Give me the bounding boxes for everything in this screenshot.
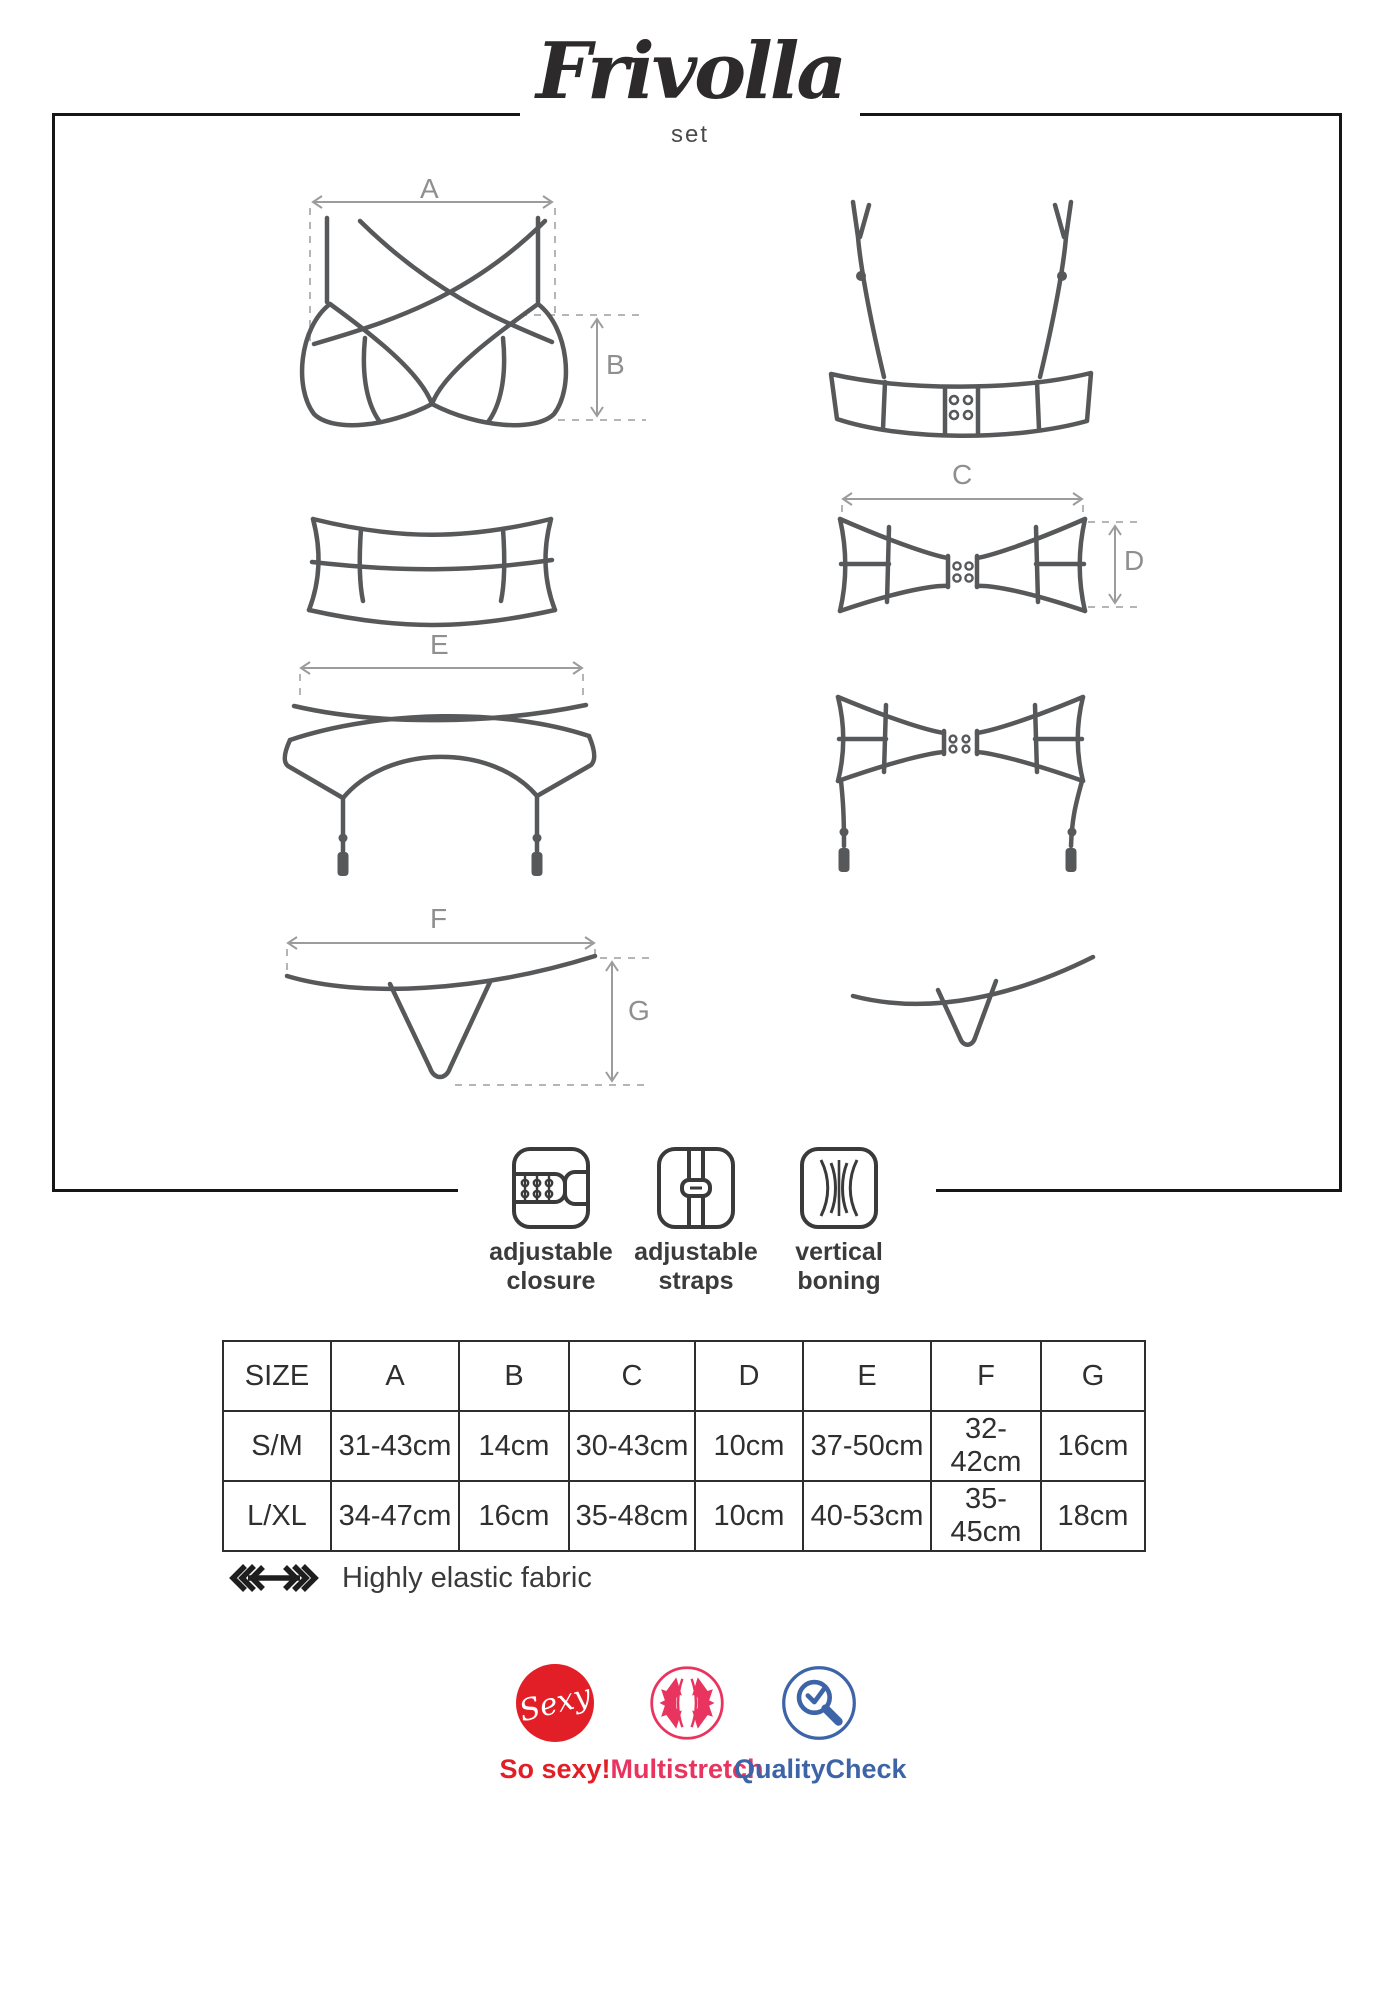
- dim-label-d: D: [1124, 545, 1145, 576]
- size-value-cell: 37-50cm: [803, 1411, 931, 1481]
- size-value-cell: 35-48cm: [569, 1481, 695, 1551]
- col-header-g: G: [1041, 1341, 1145, 1411]
- table-header-row: [223, 1341, 1145, 1411]
- sexy-badge-icon: [516, 1664, 594, 1742]
- stretch-arrows-icon: [224, 1560, 324, 1596]
- badge-caption: QualityCheck: [734, 1754, 907, 1784]
- dim-label-c: C: [952, 459, 973, 490]
- size-value-cell: 10cm: [695, 1411, 803, 1481]
- diagram-frame: [52, 113, 1342, 1192]
- size-value-cell: 31-43cm: [331, 1411, 459, 1481]
- dim-label-a: A: [420, 173, 439, 204]
- brand-subtitle: set: [670, 121, 709, 148]
- col-header-d: D: [695, 1341, 803, 1411]
- adjustable-closure-icon: [511, 1146, 591, 1230]
- dim-label-g: G: [628, 995, 650, 1026]
- badge-caption: Multistretch: [610, 1754, 764, 1784]
- size-value-cell: 10cm: [695, 1481, 803, 1551]
- sexy-circle-text: Sexy: [515, 1677, 595, 1729]
- size-value-cell: 16cm: [1041, 1411, 1145, 1481]
- fabric-note-text: Highly elastic fabric: [342, 1561, 592, 1594]
- feature-adjustable-straps: [626, 1146, 766, 1296]
- badge-qualitycheck: [734, 1664, 907, 1785]
- col-header-size: SIZE: [223, 1341, 331, 1411]
- feature-label: adjustable closure: [489, 1238, 613, 1295]
- multistretch-icon: [648, 1664, 726, 1742]
- size-value-cell: 34-47cm: [331, 1481, 459, 1551]
- dim-label-f: F: [430, 903, 448, 934]
- size-value-cell: 14cm: [459, 1411, 569, 1481]
- feature-label: adjustable straps: [634, 1238, 758, 1295]
- size-value-cell: 35-45cm: [931, 1481, 1041, 1551]
- feature-adjustable-closure: [481, 1146, 621, 1296]
- size-table: [222, 1340, 1146, 1552]
- dim-label-b: B: [606, 349, 625, 380]
- size-name-cell: L/XL: [223, 1481, 331, 1551]
- dim-label-e: E: [430, 629, 449, 660]
- fabric-note: [224, 1560, 592, 1596]
- size-value-cell: 18cm: [1041, 1481, 1145, 1551]
- brand-logo: [520, 24, 860, 176]
- col-header-e: E: [803, 1341, 931, 1411]
- badge-caption: So sexy!: [499, 1754, 611, 1784]
- adjustable-straps-icon: [656, 1146, 736, 1230]
- col-header-b: B: [459, 1341, 569, 1411]
- size-value-cell: 40-53cm: [803, 1481, 931, 1551]
- col-header-c: C: [569, 1341, 695, 1411]
- feature-label: vertical boning: [795, 1238, 883, 1295]
- size-name-cell: S/M: [223, 1411, 331, 1481]
- qualitycheck-icon: [780, 1664, 858, 1742]
- size-value-cell: 16cm: [459, 1481, 569, 1551]
- vertical-boning-icon: [799, 1146, 879, 1230]
- table-row-sm: [223, 1411, 1145, 1481]
- size-value-cell: 32-42cm: [931, 1411, 1041, 1481]
- feature-vertical-boning: [769, 1146, 909, 1296]
- brand-name: Frivolla: [536, 26, 844, 117]
- col-header-f: F: [931, 1341, 1041, 1411]
- multistretch-badge-icon: [648, 1664, 726, 1742]
- col-header-a: A: [331, 1341, 459, 1411]
- qualitycheck-badge-icon: [780, 1664, 858, 1742]
- features-strip: [458, 1140, 936, 1308]
- size-value-cell: 30-43cm: [569, 1411, 695, 1481]
- table-row-lxl: [223, 1481, 1145, 1551]
- badges-row: [0, 1664, 1395, 1864]
